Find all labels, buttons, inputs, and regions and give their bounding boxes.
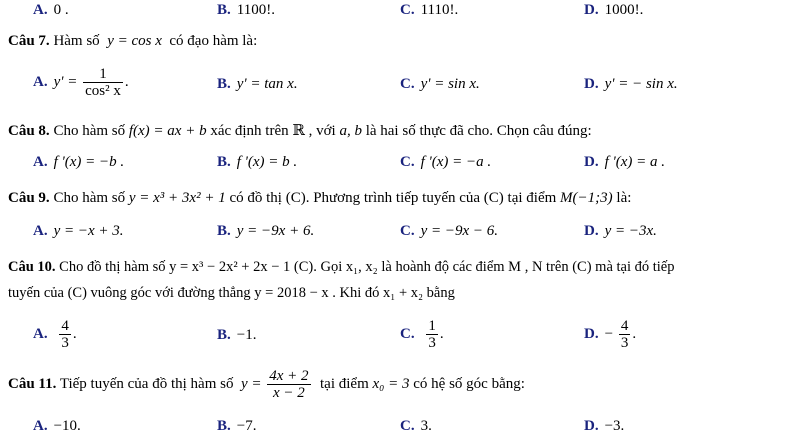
q7-option-b[interactable]: B. y' = tan x. xyxy=(217,76,298,92)
q7-option-a[interactable]: A. y' = $\frac{1}{\text{cos² x}}$ . xyxy=(33,66,129,99)
q8-question: Câu 8. Cho hàm số f(x) = ax + b xác định trên ℝ , với a, b là hai số thực đã cho. Chọn câu đúng: xyxy=(8,123,592,139)
q6-option-c[interactable]: C. 1110!. xyxy=(400,2,459,18)
q7-option-d[interactable]: D. y' = − sin x. xyxy=(584,76,678,92)
q8-option-c[interactable]: C. f '(x) = −a . xyxy=(400,154,492,170)
q11-option-b[interactable]: B. −7. xyxy=(217,418,257,434)
q10-option-b[interactable]: B. −1. xyxy=(217,327,257,343)
q11-option-c[interactable]: C. 3. xyxy=(400,418,432,434)
q10-option-c[interactable]: C. $\frac{1}{3}$ . xyxy=(400,318,444,351)
q6-option-a[interactable]: A. 0 . xyxy=(33,2,69,18)
q9-question: Câu 9. Cho hàm số y = x³ + 3x² + 1 có đồ thị (C). Phương trình tiếp tuyến của (C) tại điểm M(−1;3) là: xyxy=(8,190,632,206)
q10-option-c-fraction: $\frac{1}{3}$ xyxy=(428,318,436,351)
q10-option-d[interactable]: D. − $\frac{4}{3}$ . xyxy=(584,318,637,351)
q9-option-b[interactable]: B. y = −9x + 6. xyxy=(217,223,315,239)
q7-option-a-fraction: $\frac{1}{\text{cos² x}}$ xyxy=(85,66,121,99)
q6-option-b[interactable]: B. 1100!. xyxy=(217,2,275,18)
q10-option-d-fraction: $\frac{4}{3}$ xyxy=(620,318,629,351)
q9-option-d[interactable]: D. y = −3x. xyxy=(584,223,657,239)
q7-option-c[interactable]: C. y' = sin x. xyxy=(400,76,480,92)
q6-option-d[interactable]: D. 1000!. xyxy=(584,2,644,18)
q10-question-line1: Câu 10. Cho đồ thị hàm số y = x³ − 2x² + 2x − 1 (C). Gọi x₁, x₂ là hoành độ các điểm M , N trên (C) mà tại đó tiếp xyxy=(8,259,675,275)
q10-question-line2: tuyến của (C) vuông góc với đường thẳng y = 2018 − x . Khi đó x₁ + x₂ bằng xyxy=(8,285,455,301)
q8-option-a[interactable]: A. f '(x) = −b . xyxy=(33,154,125,170)
q11-question: Câu 11. Tiếp tuyến của đồ thị hàm số y = $\frac{4x + 2}{x - 2}$ tại điểm x₀ = 3 có hệ số góc bằng: xyxy=(8,368,525,401)
q8-option-b[interactable]: B. f '(x) = b . xyxy=(217,154,298,170)
q9-option-a[interactable]: A. y = −x + 3. xyxy=(33,223,124,239)
q10-option-a[interactable]: A. $\frac{4}{3}$ . xyxy=(33,318,77,351)
q8-option-d[interactable]: D. f '(x) = a . xyxy=(584,154,665,170)
q10-option-a-fraction: $\frac{4}{3}$ xyxy=(61,318,69,351)
q11-option-d[interactable]: D. −3. xyxy=(584,418,625,434)
q9-option-c[interactable]: C. y = −9x − 6. xyxy=(400,223,499,239)
q11-option-a[interactable]: A. −10. xyxy=(33,418,81,434)
q7-question: Câu 7. Hàm số y = cos x có đạo hàm là: xyxy=(8,33,258,49)
q11-expression-fraction: $\frac{4x + 2}{x - 2}$ xyxy=(269,368,309,401)
